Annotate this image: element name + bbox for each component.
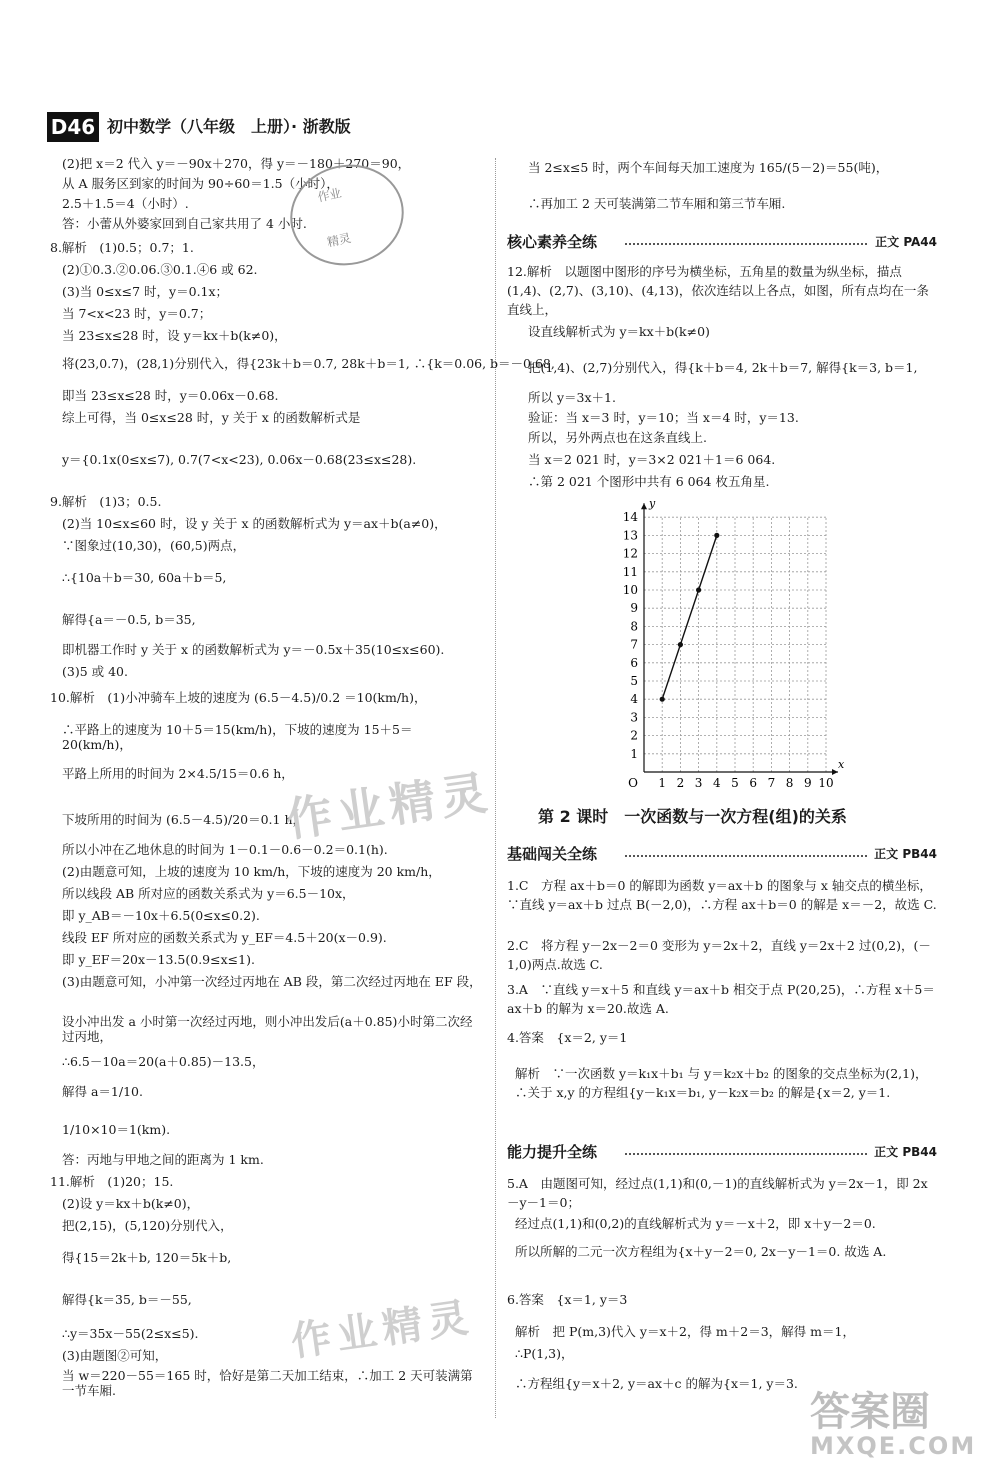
text-line: 所以所解的二元一次方程组为{x＋y－2＝0, 2x－y－1＝0. 故选 A. <box>515 1244 887 1259</box>
y-tick-label: 8 <box>630 619 638 634</box>
section-ability <box>507 1142 937 1162</box>
text-line: (2)当 10≤x≤60 时，设 y 关于 x 的函数解析式为 y＝ax＋b(a≠0)， <box>62 516 447 531</box>
y-axis-arrow <box>641 503 647 509</box>
y-tick-label: 1 <box>630 746 638 761</box>
text-line: 验证：当 x＝3 时，y＝10；当 x＝4 时，y＝13. <box>528 410 799 425</box>
text-line: 1/10×10＝1(km). <box>62 1122 171 1137</box>
text-line: 所以线段 AB 所对应的函数关系式为 y＝6.5－10x， <box>62 886 355 901</box>
watermark-text: 作业精灵 <box>288 1294 477 1366</box>
text-line: (2)把 x＝2 代入 y＝－90x＋270，得 y＝－180＋270＝90， <box>62 156 411 171</box>
text-line: ∴6.5－10a＝20(a＋0.85)－13.5， <box>62 1054 265 1069</box>
book-title: 初中数学（八年级 上册）· 浙教版 <box>107 117 351 136</box>
text-line: (2)设 y＝kx＋b(k≠0)， <box>62 1196 200 1211</box>
text-line: 所以小冲在乙地休息的时间为 1－0.1－0.6－0.2＝0.1(h). <box>62 842 388 857</box>
text-line: 经过点(1,1)和(0,2)的直线解析式为 y＝－x＋2，即 x＋y－2＝0. <box>515 1216 876 1231</box>
text-line: 下坡所用的时间为 (6.5－4.5)/20＝0.1 h， <box>62 812 306 827</box>
text-line: 把(1,4)、(2,7)分别代入，得{k＋b＝4, 2k＋b＝7, 解得{k＝3, b＝1, <box>528 360 918 375</box>
text-line: 设小冲出发 a 小时第一次经过丙地，则小冲出发后(a＋0.85)小时第二次经过丙地， <box>62 1014 473 1044</box>
text-line: 即 y_EF＝20x－13.5(0.9≤x≤1). <box>62 952 255 967</box>
text-line: 当 w＝220－55＝165 时，恰好是第二天加工结束，∴加工 2 天可装满第一节车厢. <box>62 1368 473 1398</box>
dotted-rule <box>625 1153 867 1155</box>
stamp-text: 作业 <box>316 185 343 205</box>
data-point <box>678 642 683 647</box>
section-core <box>507 232 937 252</box>
x-tick-label: 8 <box>785 776 794 790</box>
text-line: 答：丙地与甲地之间的距离为 1 km. <box>62 1152 264 1167</box>
problem-4-analysis: 解析 ∵一次函数 y＝k₁x＋b₁ 与 y＝k₂x＋b₂ 的图象的交点坐标为(2,1)，∴关于 x,y 的方程组{y－k₁x＝b₁, y－k₂x＝b₂ 的解是{x＝2, y＝1. <box>515 1066 928 1100</box>
watermark-url: MXQE.COM <box>810 1432 977 1460</box>
text-line: 当 23≤x≤28 时，设 y＝kx＋b(k≠0)， <box>62 328 287 343</box>
x-tick-label: 1 <box>658 776 667 790</box>
stamp-text: 精灵 <box>325 230 353 250</box>
y-tick-label: 5 <box>630 674 638 688</box>
text-line: 当 7<x<23 时，y＝0.7； <box>62 306 212 321</box>
data-point <box>696 587 701 592</box>
x-tick-label: 6 <box>749 776 758 790</box>
text-line: 2.5＋1.5＝4（小时）. <box>62 196 189 211</box>
chart <box>600 490 850 810</box>
y-tick-label: 4 <box>630 692 638 707</box>
text-line: 得{15＝2k＋b, 120＝5k＋b, <box>62 1250 232 1265</box>
text-line: ∵图象过(10,30)，(60,5)两点， <box>62 538 246 553</box>
section-title: 核心素养全练 <box>507 233 598 251</box>
text-line: (2)①0.3.②0.06.③0.1.④6 或 62. <box>62 262 258 277</box>
y-tick-label: 10 <box>622 583 638 597</box>
text-line: 将(23,0.7)，(28,1)分别代入，得{23k＋b＝0.7, 28k＋b＝1, ∴{k＝0.06, b＝－0.68, <box>62 356 555 371</box>
series-line <box>662 535 717 699</box>
lesson-title: 第 2 课时 一次函数与一次方程(组)的关系 <box>538 807 847 826</box>
y-tick-label: 3 <box>630 710 638 725</box>
y-tick-label: 6 <box>630 655 638 670</box>
y-tick-label: 2 <box>630 728 638 743</box>
origin-label: O <box>628 776 638 790</box>
text-line: 即 y_AB＝－10x＋6.5(0≤x≤0.2). <box>62 908 260 923</box>
problem-5: 5.A 由题图可知，经过点(1,1)和(0,－1)的直线解析式为 y＝2x－1，即 2x－y－1＝0； <box>507 1176 928 1210</box>
text-line: (3)由题意可知，小冲第一次经过丙地在 AB 段，第二次经过丙地在 EF 段， <box>62 974 482 989</box>
section-basic <box>507 844 937 864</box>
x-tick-label: 4 <box>712 776 721 790</box>
x-tick-label: 7 <box>767 776 776 790</box>
text-line: 设直线解析式为 y＝kx＋b(k≠0) <box>528 324 710 339</box>
problem-6-analysis: 解析 把 P(m,3)代入 y＝x＋2，得 m＋2＝3，解得 m＝1， <box>515 1324 855 1339</box>
section-title: 能力提升全练 <box>507 1143 598 1161</box>
y-tick-label: 9 <box>630 601 638 616</box>
text-line: 把(2,15)，(5,120)分别代入， <box>62 1218 233 1233</box>
text-line: y＝{0.1x(0≤x≤7), 0.7(7<x<23), 0.06x－0.68(23≤x≤28). <box>62 452 417 467</box>
y-tick-label: 7 <box>630 637 638 652</box>
text-line: 综上可得，当 0≤x≤28 时，y 关于 x 的函数解析式是 <box>62 410 361 425</box>
section-ref: 正文 PB44 <box>874 1145 937 1159</box>
x-tick-label: 2 <box>676 776 685 790</box>
watermark-stamp <box>281 154 413 276</box>
text-line: (3)5 或 40. <box>62 664 128 679</box>
section-ref: 正文 PB44 <box>874 847 937 861</box>
text-line: 即当 23≤x≤28 时，y＝0.06x－0.68. <box>62 388 279 403</box>
text-line: ∴{10a＋b＝30, 60a＋b＝5, <box>62 570 227 585</box>
text-line: ∴再加工 2 天可装满第二节车厢和第三节车厢. <box>528 196 786 211</box>
text-line: 当 x＝2 021 时，y＝3×2 021＋1＝6 064. <box>528 452 776 467</box>
text-line: ∴方程组{y＝x＋2, y＝ax＋c 的解为{x＝1, y＝3. <box>515 1376 798 1391</box>
text-line: 答：小蕾从外婆家回到自己家共用了 4 小时. <box>62 216 307 231</box>
text-line: 即机器工作时 y 关于 x 的函数解析式为 y＝－0.5x＋35(10≤x≤60). <box>62 642 445 657</box>
text-line: ∴P(1,3)， <box>515 1346 574 1361</box>
x-tick-label: 3 <box>694 776 703 790</box>
watermark-text: 作业精灵 <box>282 764 497 848</box>
text-line: (2)由题意可知，上坡的速度为 10 km/h，下坡的速度为 20 km/h， <box>62 864 441 879</box>
text-line: 所以 y＝3x＋1. <box>528 390 616 405</box>
y-tick-label: 13 <box>622 528 638 543</box>
data-point <box>660 697 665 702</box>
y-tick-label: 14 <box>622 510 638 525</box>
problem-8: 8.解析 (1)0.5；0.7；1. <box>50 240 194 255</box>
page-number: D46 <box>47 112 99 142</box>
y-tick-label: 11 <box>622 564 638 579</box>
text-line: 当 2≤x≤5 时，两个车间每天加工速度为 165/(5－2)＝55(吨)， <box>528 160 889 175</box>
text-line: (3)当 0≤x≤7 时，y＝0.1x； <box>62 284 229 299</box>
dotted-rule <box>625 855 867 857</box>
problem-9: 9.解析 (1)3；0.5. <box>50 494 162 509</box>
x-tick-label: 10 <box>818 776 834 790</box>
problem-1: 1.C 方程 ax＋b＝0 的解即为函数 y＝ax＋b 的图象与 x 轴交点的横坐标，∵直线 y＝ax＋b 过点 B(－2,0)，∴方程 ax＋b＝0 的解是 x＝－2，故选 C. <box>507 878 937 912</box>
watermark-logo: 答案圈 <box>810 1389 930 1435</box>
text-line: 解得{a＝－0.5, b＝35, <box>62 612 196 627</box>
data-point <box>714 533 719 538</box>
text-line: 所以，另外两点也在这条直线上. <box>528 430 707 445</box>
text-line: 平路上所用的时间为 2×4.5/15＝0.6 h， <box>62 766 294 781</box>
text-line: 解得 a＝1/10. <box>62 1084 143 1099</box>
problem-2: 2.C 将方程 y－2x－2＝0 变形为 y＝2x＋2，直线 y＝2x＋2 过(0,2)，(－1,0)两点.故选 C. <box>507 938 931 972</box>
text-line: (3)由题图②可知， <box>62 1348 168 1363</box>
text-line: ∴第 2 021 个图形中共有 6 064 枚五角星. <box>528 474 770 489</box>
text-line: 从 A 服务区到家的时间为 90÷60＝1.5（小时）， <box>62 176 339 191</box>
x-axis-label: x <box>838 758 845 771</box>
problem-6-answer: 6.答案 {x＝1, y＝3 <box>507 1292 628 1307</box>
text-line: ∴y＝35x－55(2≤x≤5). <box>62 1326 199 1341</box>
text-line: 解得{k＝35, b＝－55, <box>62 1292 192 1307</box>
text-line: ∴平路上的速度为 10＋5＝15(km/h)，下坡的速度为 15＋5＝20(km/h)， <box>62 722 413 752</box>
problem-12: 12.解析 以题图中图形的序号为横坐标，五角星的数量为纵坐标，描点(1,4)、(2,7)、(3,10)、(4,13)，依次连结以上各点，如图，所有点均在一条直线上， <box>507 264 929 317</box>
text-line: 线段 EF 所对应的函数关系式为 y_EF＝4.5＋20(x－0.9). <box>62 930 387 945</box>
dotted-rule <box>625 243 867 245</box>
column-divider <box>495 158 496 1418</box>
problem-4-answer: 4.答案 {x＝2, y＝1 <box>507 1030 628 1045</box>
x-tick-label: 5 <box>731 776 739 790</box>
y-tick-label: 12 <box>622 546 638 561</box>
problem-11: 11.解析 (1)20；15. <box>50 1174 174 1189</box>
problem-10: 10.解析 (1)小冲骑车上坡的速度为 (6.5－4.5)/0.2 ＝10(km/h)， <box>50 690 427 705</box>
problem-3: 3.A ∵直线 y＝x＋5 和直线 y＝ax＋b 相交于点 P(20,25)，∴方程 x＋5＝ax＋b 的解为 x＝20.故选 A. <box>507 982 935 1016</box>
section-title: 基础闯关全练 <box>507 845 598 863</box>
section-ref: 正文 PA44 <box>875 235 937 249</box>
x-tick-label: 9 <box>803 776 812 790</box>
y-axis-label: y <box>649 497 656 511</box>
